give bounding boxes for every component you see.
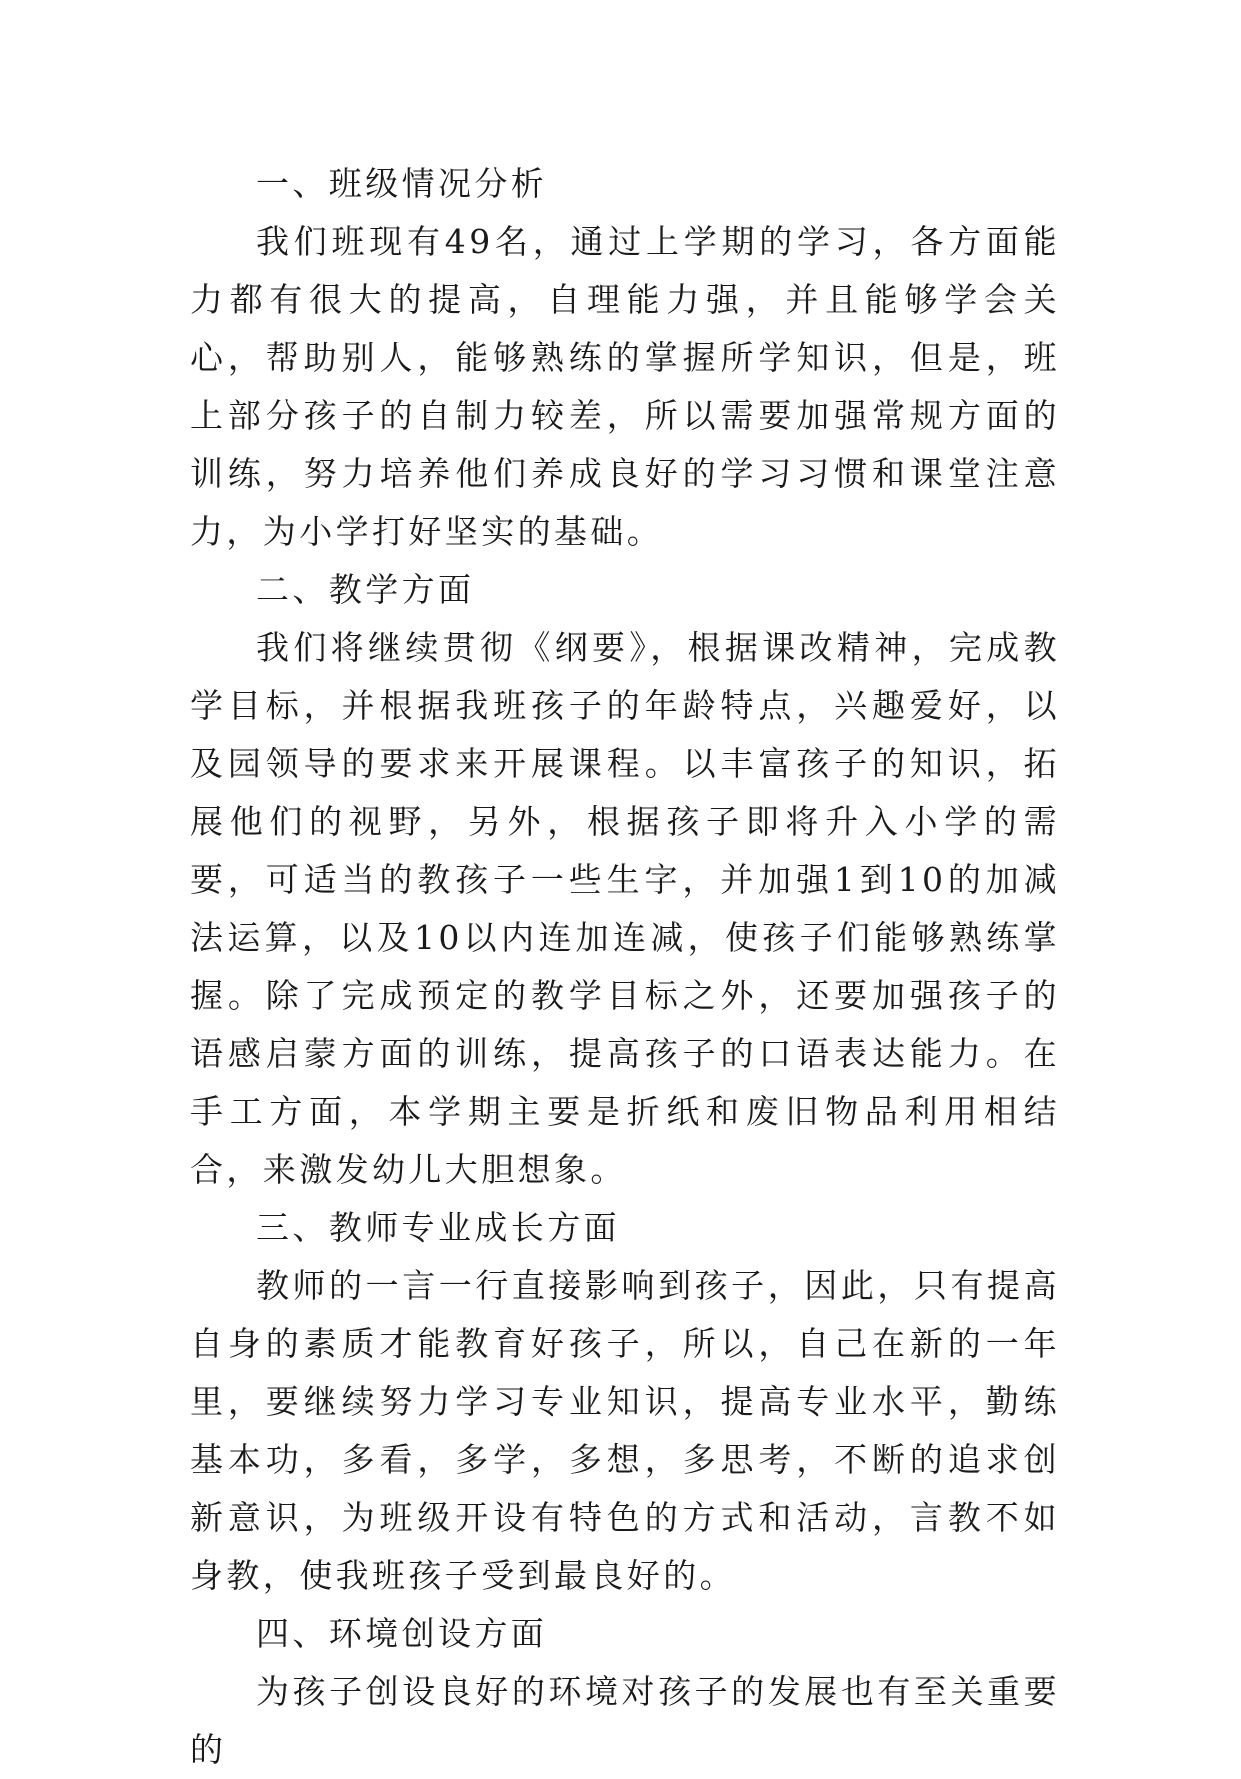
section-heading-teacher-growth: 三、教师专业成长方面: [256, 1208, 620, 1247]
section-heading-teaching: 二、教学方面: [256, 570, 475, 609]
document-page: [190, 155, 1060, 1779]
section-body-teacher-growth: 教师的一言一行直接影响到孩子，因此，只有提高自身的素质才能教育好孩子，所以，自己在新的一年里，要继续努力学习专业知识，提高专业水平，勤练基本功，多看，多学，多想，多思考，不断的追求创新意识，为班级开设有特色的方式和活动，言教不如身教，使我班孩子受到最良好的。: [190, 1266, 1060, 1595]
section-body-environment: 为孩子创设良好的环境对孩子的发展也有至关重要的: [190, 1672, 1060, 1769]
section-heading-environment: 四、环境创设方面: [256, 1614, 548, 1653]
section-body-teaching: 我们将继续贯彻《纲要》，根据课改精神，完成教学目标，并根据我班孩子的年龄特点，兴趣爱好，以及园领导的要求来开展课程。以丰富孩子的知识，拓展他们的视野，另外，根据孩子即将升入小学的需要，可适当的教孩子一些生字，并加强1到10的加减法运算，以及10以内连加连减，使孩子们能够熟练掌握。除了完成预定的教学目标之外，还要加强孩子的语感启蒙方面的训练，提高孩子的口语表达能力。在手工方面，本学期主要是折纸和废旧物品利用相结合，来激发幼儿大胆想象。: [190, 628, 1060, 1189]
section-heading-class-analysis: 一、班级情况分析: [256, 164, 548, 203]
section-body-class-analysis: 我们班现有49名，通过上学期的学习，各方面能力都有很大的提高，自理能力强，并且能够学会关心，帮助别人，能够熟练的掌握所学知识，但是，班上部分孩子的自制力较差，所以需要加强常规方面的训练，努力培养他们养成良好的学习习惯和课堂注意力，为小学打好坚实的基础。: [190, 222, 1060, 551]
